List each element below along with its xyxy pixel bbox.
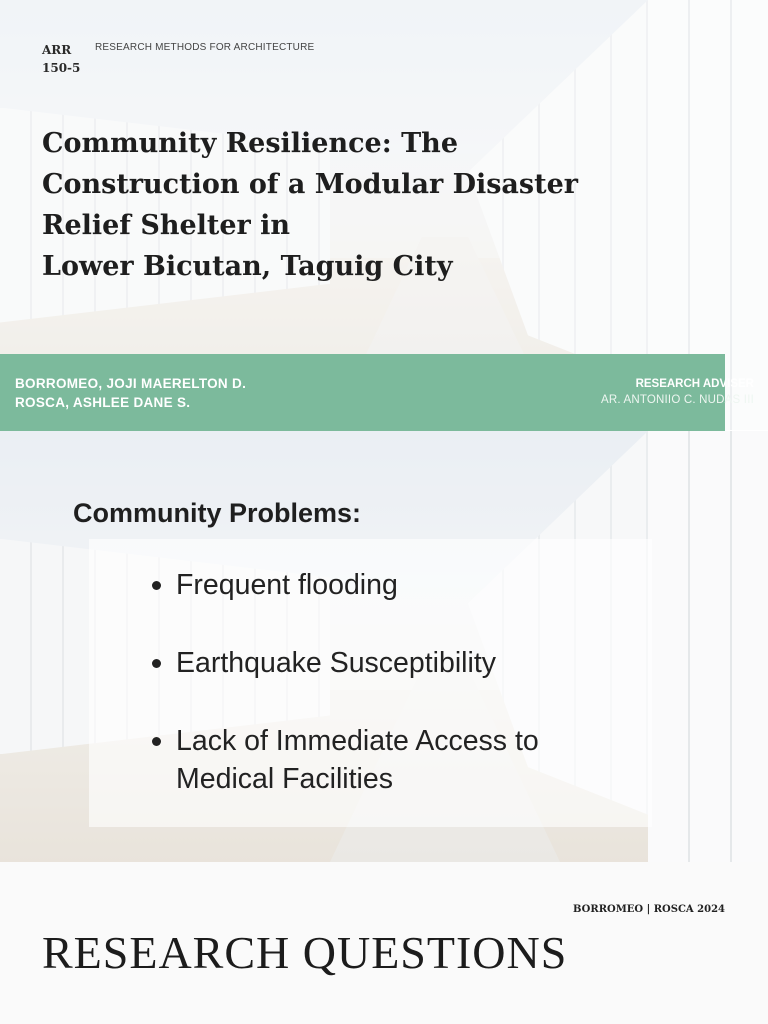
course-code xyxy=(42,41,80,77)
list-item xyxy=(152,566,632,604)
section-heading: RESEARCH QUESTIONS xyxy=(42,927,568,978)
problem-text: Frequent flooding xyxy=(176,569,398,601)
title-line: Community Resilience: The xyxy=(42,128,458,159)
title-line: Construction of a Modular Disaster xyxy=(42,169,579,200)
problems-heading: Community Problems: xyxy=(73,498,362,528)
author-name: BORROMEO, JOJI MAERELTON D. xyxy=(15,376,247,391)
research-adviser xyxy=(601,376,754,408)
adviser-label: RESEARCH ADVISER xyxy=(635,378,754,390)
problems-list xyxy=(152,566,632,798)
bullet-icon xyxy=(152,737,161,746)
bullet-icon xyxy=(152,581,161,590)
research-title xyxy=(42,123,622,287)
research-questions-slide xyxy=(0,862,768,1024)
problem-text: Lack of Immediate Access to Medical Facilities xyxy=(176,725,539,795)
title-line: Relief Shelter in xyxy=(42,210,291,241)
list-item xyxy=(152,644,632,682)
bullet-icon xyxy=(152,659,161,668)
list-item xyxy=(152,722,632,798)
footer-authors: BORROMEO | ROSCA 2024 xyxy=(573,904,725,915)
course-name: RESEARCH METHODS FOR ARCHITECTURE xyxy=(95,42,315,53)
adviser-name: AR. ANTONIIO C. NUDAS III xyxy=(600,394,754,406)
author-name: ROSCA, ASHLEE DANE S. xyxy=(15,395,191,410)
title-line: Lower Bicutan, Taguig City xyxy=(42,251,453,282)
course-code-line1: ARR xyxy=(42,43,72,57)
course-code-line2: 150-5 xyxy=(42,61,81,75)
problem-text: Earthquake Susceptibility xyxy=(176,647,497,679)
authors xyxy=(15,374,246,412)
